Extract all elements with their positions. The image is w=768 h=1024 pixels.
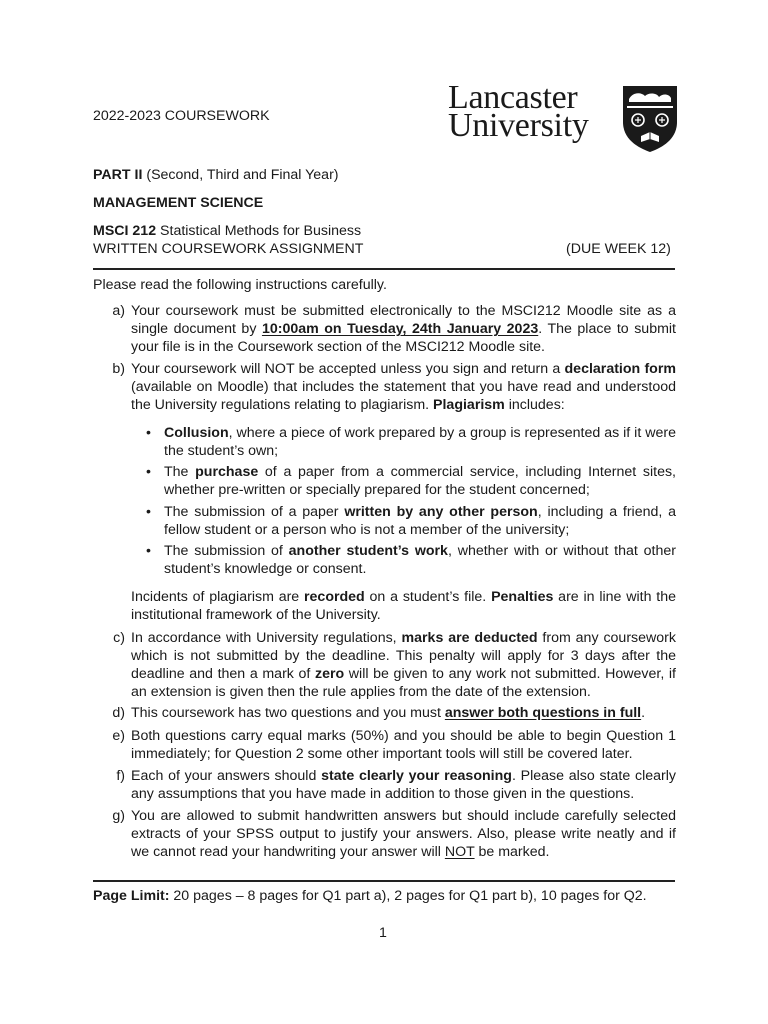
bullet-icon: • (146, 425, 151, 441)
item-text: Each of your answers should state clearly your reasoning. Please also state clearly any assumptions that you have made in addition to those given in the questions. (131, 768, 676, 802)
department: MANAGEMENT SCIENCE (93, 195, 264, 211)
item-text: You are allowed to submit handwritten answers but should include carefully selected extracts of your SPSS output to justify your answers. Also, please write neatly and if we cannot read your handwriting your answer will NOT be marked. (131, 808, 676, 860)
item-marker: b) (112, 361, 125, 377)
item-marker: f) (116, 768, 125, 784)
part-line: PART II (Second, Third and Final Year) (93, 167, 339, 183)
intro-text: Please read the following instructions carefully. (93, 277, 387, 293)
page-number: 1 (379, 925, 387, 941)
item-text: Both questions carry equal marks (50%) and you should be able to begin Question 1 immediately; for Question 2 some other important tools will still be covered later. (131, 728, 676, 762)
top-divider (93, 268, 675, 270)
course-line: MSCI 212 Statistical Methods for Business (93, 223, 362, 239)
plagiarism-incidents: Incidents of plagiarism are recorded on a student’s file. Penalties are in line with the institutional framework of the University. (131, 589, 676, 623)
item-marker: e) (112, 728, 125, 744)
item-marker: a) (112, 303, 125, 319)
item-marker: c) (113, 630, 125, 646)
bottom-divider (93, 880, 675, 882)
item-text: Your coursework will NOT be accepted unless you sign and return a declaration form (available on Moodle) that includes the statement that you have read and understood the University regulations relating to plagiarism. Plagiarism includes: (131, 361, 676, 413)
item-text: Your coursework must be submitted electronically to the MSCI212 Moodle site as a single document by 10:00am on Tuesday, 24th January 2023. The place to submit your file is in the Coursework section of the MSCI212 Moodle site. (131, 303, 676, 355)
item-marker: d) (112, 705, 125, 721)
due-label: (DUE WEEK 12) (566, 241, 671, 257)
item-marker: g) (112, 808, 125, 824)
crest-icon (621, 84, 679, 154)
item-text: This coursework has two questions and you must answer both questions in full. (131, 705, 646, 721)
university-logo (448, 79, 680, 156)
assignment-title: WRITTEN COURSEWORK ASSIGNMENT (93, 241, 364, 257)
logo-wordmark (448, 79, 589, 144)
item-text: In accordance with University regulations, marks are deducted from any coursework which is not submitted by the deadline. This penalty will apply for 3 days after the deadline and then a mark of zero will be given to any work not submitted. However, if an extension is given then the rule applies from the date of the extension. (131, 630, 676, 700)
bullet-icon: • (146, 543, 151, 559)
logo-line-2: University (448, 107, 589, 144)
bullet-icon: • (146, 464, 151, 480)
logo-line-1: Lancaster (448, 79, 578, 116)
bullet-icon: • (146, 504, 151, 520)
page-limit: Page Limit: 20 pages – 8 pages for Q1 part a), 2 pages for Q1 part b), 10 pages for Q2. (93, 888, 647, 904)
document-page: 2022-2023 COURSEWORK Lancaster University PART II (Second, Third and Final Year) MANAGEMENT SCIENCE MSCI 212 Statistical Methods for Business WRITTEN COURSEWORK ASSIGNMENT (DUE WEEK 12) Please read the following instructions carefully. a) Your coursework must be submitted electronically to the MSCI212 Moodle site as a single document by 10:00am on Tuesday, 24th January 2023. The place to submit your file is in the Coursework section of the MSCI212 Moodle site. b) Your coursework will NOT be accepted unless you sign and return a declaration form (available on Moodle) that includes the statement that you have read and understood the University regulations relating to plagiarism. Plagiarism includes: • Collusion, where a piece of work prepared by a group is represented as if it were the student’s own; • The purchase of a paper from a commercial service, including Internet sites, whether pre-written or specially prepared for the student concerned; • The submission of a paper written by any other person, including a friend, a fellow student or a person who is not a member of the university; • The submission of another student’s work, whether with or without that other student’s knowledge or consent. Incidents of plagiarism are recorded on a student’s file. Penalties are in line with the institutional framework of the University. c) In accordance with University regulations, marks are deducted from any coursework which is not submitted by the deadline. This penalty will apply for 3 days after the deadline and then a mark of zero will be given to any work not submitted. However, if an extension is given then the rule applies from the date of the extension. d) This coursework has two questions and you must answer both questions in full. e) Both questions carry equal marks (50%) and you should be able to begin Question 1 immediately; for Question 2 some other important tools will still be covered later. f) Each of your answers should state clearly your reasoning. Please also state clearly any assumptions that you have made in addition to those given in the questions. g) You are allowed to submit handwritten answers but should include carefully selected extracts of your SPSS output to justify your answers. Also, please write neatly and if we cannot read your handwriting your answer will NOT be marked. Page Limit: 20 pages – 8 pages for Q1 part a), 2 pages for Q1 part b), 10 pages for Q2. 1 (0, 0, 768, 1024)
year-line: 2022-2023 COURSEWORK (93, 108, 270, 124)
